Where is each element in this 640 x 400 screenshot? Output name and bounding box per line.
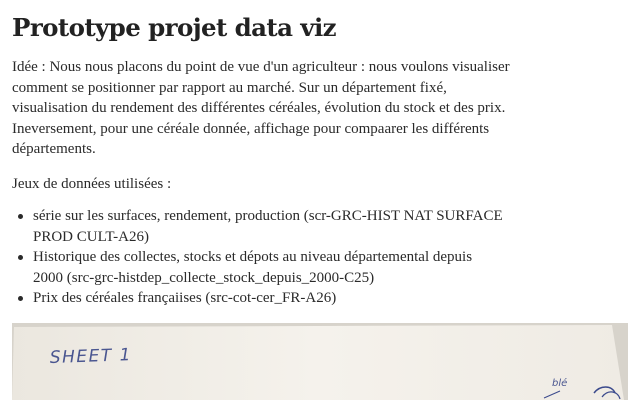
intro-paragraph	[12, 57, 532, 160]
list-item-line: PROD CULT-A26)	[33, 228, 149, 245]
list-item-line: Historique des collectes, stocks et dépots au niveau départemental depuis	[33, 249, 473, 266]
handwritten-note: blé	[552, 378, 568, 389]
intro-line: comment se positionner par rapport au marché. Sur un département fixé,	[12, 79, 447, 96]
intro-line: départements.	[12, 141, 96, 158]
sketch-photo	[12, 323, 628, 400]
bullet-icon	[18, 255, 23, 260]
list-item	[12, 288, 532, 309]
list-item-line: série sur les surfaces, rendement, production (scr-GRC-HIST NAT SURFACE	[33, 208, 503, 224]
datasets-list	[12, 206, 532, 309]
intro-line: Idée : Nous nous placons du point de vue d'un agriculteur : nous voulons visualiser	[12, 59, 510, 75]
handwritten-title: SHEET 1	[49, 345, 133, 368]
list-item	[12, 206, 532, 247]
bullet-icon	[18, 214, 23, 219]
list-item	[12, 247, 532, 288]
intro-line: visualisation du rendement des différentes céréales, évolution du stock et des prix.	[12, 100, 506, 117]
datasets-label: Jeux de données utilisées :	[12, 176, 172, 192]
bullet-icon	[18, 296, 23, 301]
page-title: Prototype projet data viz	[12, 13, 336, 42]
list-item-line: 2000 (src-grc-histdep_collecte_stock_depuis_2000-C25)	[33, 269, 375, 286]
sketch-image	[12, 323, 628, 400]
list-item-line: Prix des céréales françaiises (src-cot-cer_FR-A26)	[33, 290, 337, 307]
intro-line: Ineversement, pour une céréale donnée, affichage pour compaarer les différents	[12, 120, 490, 137]
